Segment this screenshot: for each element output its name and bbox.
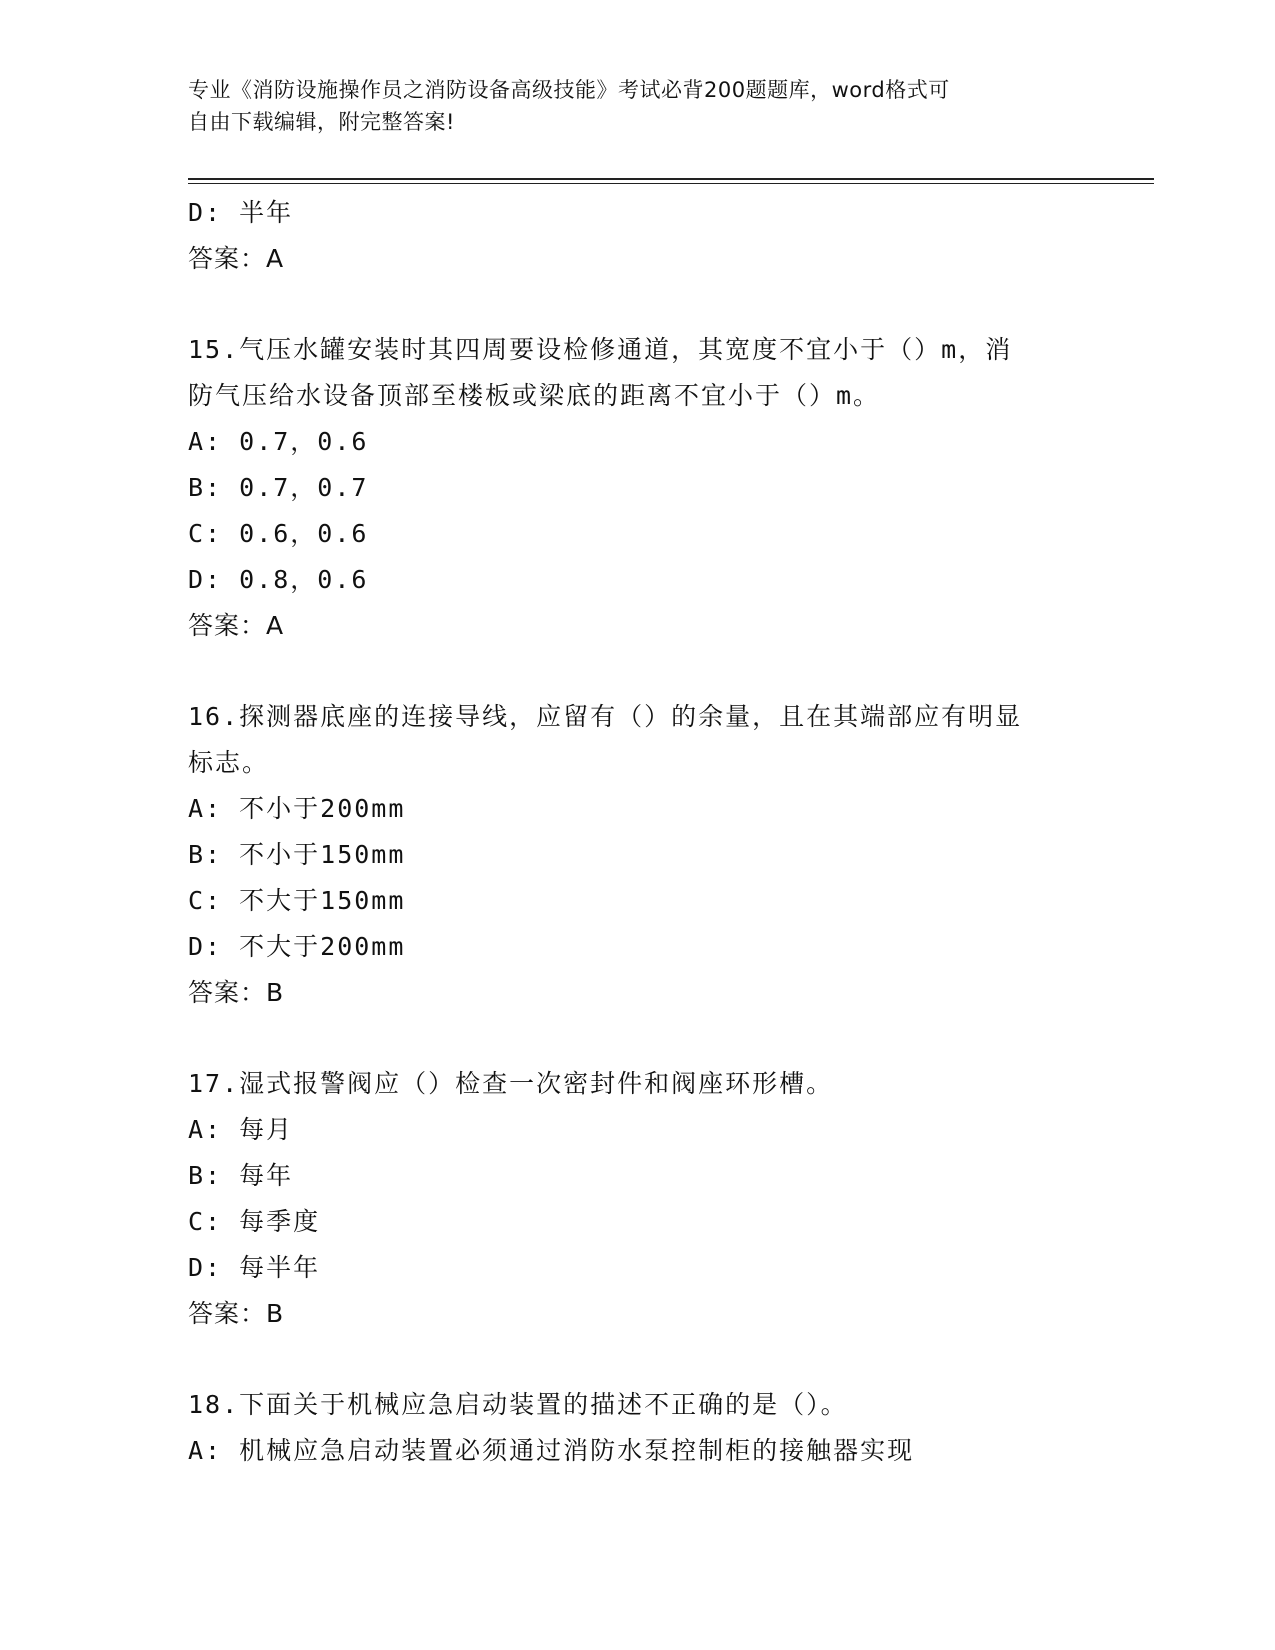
question-15-option-a: A: 0.7，0.6 xyxy=(188,427,369,456)
question-17-text-1: 17.湿式报警阀应（）检查一次密封件和阀座环形槽。 xyxy=(188,1069,834,1098)
document-body xyxy=(188,190,1088,1474)
question-16-option-c: C: 不大于150mm xyxy=(188,886,406,915)
question-16-option-a: A: 不小于200mm xyxy=(188,794,406,823)
question-16-answer: 答案：B xyxy=(188,978,285,1007)
prev-option-d: D: 半年 xyxy=(188,198,294,227)
question-16-text-1: 16.探测器底座的连接导线，应留有（）的余量，且在其端部应有明显 xyxy=(188,702,1023,731)
spacer xyxy=(188,1337,1088,1382)
question-15-option-d: D: 0.8，0.6 xyxy=(188,565,369,594)
question-16-option-d: D: 不大于200mm xyxy=(188,932,406,961)
question-17-option-a: A: 每月 xyxy=(188,1115,294,1144)
question-17-answer: 答案：B xyxy=(188,1299,285,1328)
question-15-option-b: B: 0.7，0.7 xyxy=(188,473,369,502)
question-18 xyxy=(188,1382,1088,1474)
question-15 xyxy=(188,327,1088,649)
question-16-text-2: 标志。 xyxy=(188,748,270,777)
question-15-text-1: 15.气压水罐安装时其四周要设检修通道，其宽度不宜小于（）m，消 xyxy=(188,335,1013,364)
question-17-option-c: C: 每季度 xyxy=(188,1207,321,1236)
spacer xyxy=(188,282,1088,327)
spacer xyxy=(188,1016,1088,1061)
question-17-option-b: B: 每年 xyxy=(188,1161,294,1190)
header-divider-thin xyxy=(188,183,1154,184)
question-18-option-a: A: 机械应急启动装置必须通过消防水泵控制柜的接触器实现 xyxy=(188,1436,915,1465)
question-18-text-1: 18.下面关于机械应急启动装置的描述不正确的是（）。 xyxy=(188,1390,848,1419)
header-divider-thick xyxy=(188,178,1154,180)
question-16 xyxy=(188,694,1088,1016)
spacer xyxy=(188,649,1088,694)
question-15-answer: 答案：A xyxy=(188,611,285,640)
question-15-text-2: 防气压给水设备顶部至楼板或梁底的距离不宜小于（）m。 xyxy=(188,381,881,410)
header-line-1: 专业《消防设施操作员之消防设备高级技能》考试必背200题题库，word格式可 xyxy=(188,78,950,102)
question-15-option-c: C: 0.6，0.6 xyxy=(188,519,369,548)
question-17-option-d: D: 每半年 xyxy=(188,1253,321,1282)
prev-answer: 答案：A xyxy=(188,244,285,273)
header-line-2: 自由下载编辑，附完整答案! xyxy=(188,110,455,134)
question-16-option-b: B: 不小于150mm xyxy=(188,840,406,869)
document-header xyxy=(188,74,1068,138)
question-17 xyxy=(188,1061,1088,1337)
